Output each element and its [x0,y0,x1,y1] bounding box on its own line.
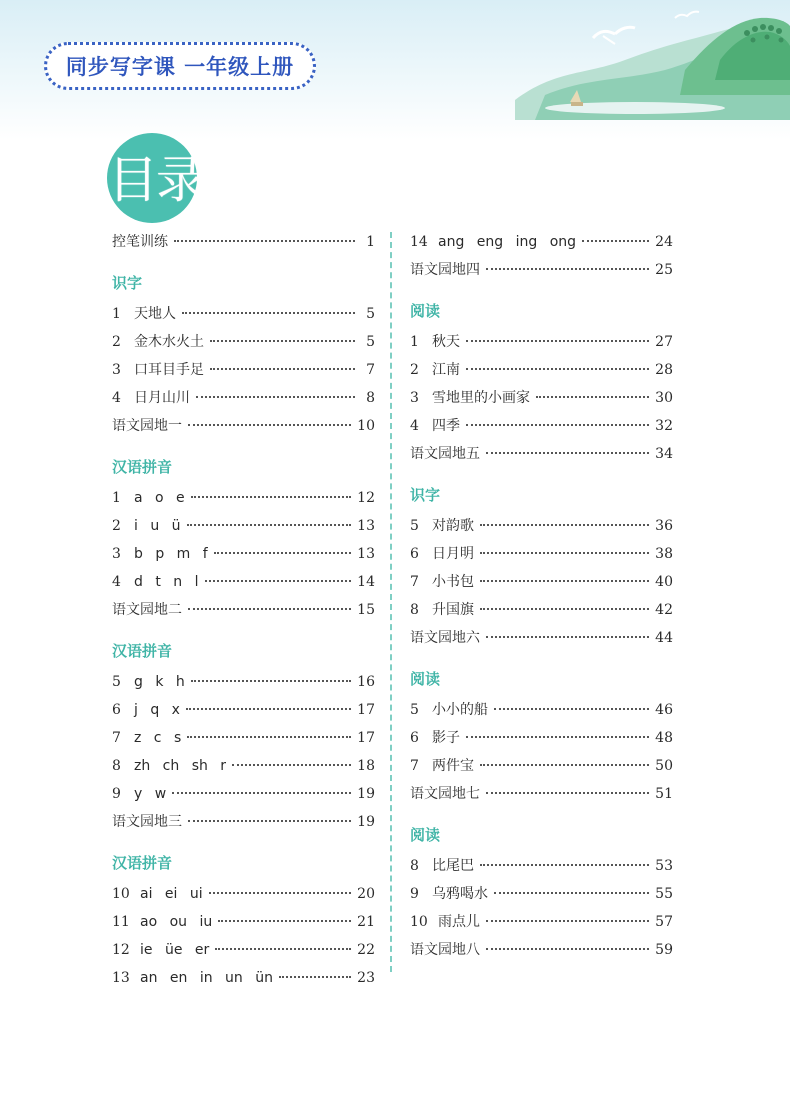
page-number: 25 [655,262,673,278]
entry-title: d t n l [134,574,199,590]
dot-leader [191,680,351,682]
toc-entry[interactable] [410,512,673,540]
entry-number: 3 [112,546,121,562]
entry-number: 11 [112,914,130,930]
toc-entry[interactable] [410,568,673,596]
dot-leader [486,792,649,794]
entry-title: 升国旗 [432,602,474,618]
dot-leader [182,312,355,314]
page-number: 27 [655,334,673,350]
section-heading: 识字 [112,274,143,292]
entry-number: 10 [112,886,130,902]
entry-number: 3 [410,390,419,406]
toc-entry[interactable] [112,780,375,808]
toc-entry[interactable] [410,256,673,284]
page-number: 14 [357,574,375,590]
entry-title: j q x [134,702,180,718]
entry-number: 4 [410,418,419,434]
entry-number: 7 [410,758,419,774]
entry-title: b p m f [134,546,208,562]
page-number: 12 [357,490,375,506]
section-heading: 阅读 [410,826,441,844]
dot-leader [486,452,649,454]
dot-leader [582,240,649,242]
entry-number: 9 [410,886,419,902]
page-number: 57 [655,914,673,930]
toc-entry[interactable] [112,696,375,724]
entry-number: 7 [410,574,419,590]
page-number: 50 [655,758,673,774]
entry-title: ie üe er [140,942,210,958]
entry-title: 语文园地八 [410,942,480,958]
toc-entry[interactable] [410,780,673,808]
book-banner [44,42,316,90]
page-number: 40 [655,574,673,590]
toc-entry[interactable] [112,880,375,908]
entry-title: a o e [134,490,185,506]
entry-number: 8 [410,602,419,618]
toc-entry[interactable] [112,356,375,384]
entry-title: i u ü [134,518,181,534]
dot-leader [205,580,352,582]
entry-number: 8 [112,758,121,774]
page-number: 36 [655,518,673,534]
dot-leader [279,976,351,978]
toc-right-column [410,228,673,964]
toc-entry[interactable] [410,752,673,780]
section-heading: 汉语拼音 [112,458,173,476]
entry-title: 小书包 [432,574,474,590]
entry-number: 1 [410,334,419,350]
toc-entry[interactable] [112,384,375,412]
page-number: 32 [655,418,673,434]
banner-text: 同步写字课 一年级上册 [65,55,295,79]
toc-entry[interactable] [410,908,673,936]
toc-entry[interactable] [112,228,375,256]
entry-title: 控笔训练 [112,234,168,250]
toc-entry[interactable] [112,752,375,780]
section-heading: 汉语拼音 [112,642,173,660]
page-number: 30 [655,390,673,406]
toc-entry[interactable] [112,596,375,624]
dot-leader [536,396,649,398]
toc-entry[interactable] [410,696,673,724]
toc-entry[interactable] [410,328,673,356]
page-number: 15 [357,602,375,618]
dot-leader [174,240,355,242]
page-number: 22 [357,942,375,958]
toc-entry[interactable] [112,300,375,328]
page-number: 42 [655,602,673,618]
entry-title: z c s [134,730,182,746]
entry-title: 四季 [432,418,460,434]
toc-entry[interactable] [112,412,375,440]
entry-title: 江南 [432,362,460,378]
toc-entry[interactable] [410,624,673,652]
toc-entry[interactable] [112,568,375,596]
toc-entry[interactable] [112,908,375,936]
dot-leader [209,892,352,894]
page-number: 44 [655,630,673,646]
dot-leader [191,496,352,498]
entry-title: 日月明 [432,546,474,562]
page-number: 17 [357,730,375,746]
entry-number: 4 [112,390,121,406]
entry-title: 小小的船 [432,702,488,718]
toc-entry[interactable] [410,880,673,908]
entry-title: y w [134,786,167,802]
entry-title: 比尾巴 [432,858,474,874]
page-number: 5 [366,334,375,350]
toc-entry[interactable] [112,512,375,540]
dot-leader [486,636,649,638]
entry-title: 日月山川 [134,390,190,406]
page-number: 21 [357,914,375,930]
column-divider [390,232,392,972]
dot-leader [486,268,649,270]
toc-entry[interactable] [410,412,673,440]
entry-number: 6 [410,546,419,562]
section-heading: 识字 [410,486,441,504]
section-heading: 汉语拼音 [112,854,173,872]
page-number: 55 [655,886,673,902]
toc-entry[interactable] [410,440,673,468]
page-number: 46 [655,702,673,718]
page-number: 48 [655,730,673,746]
page-number: 28 [655,362,673,378]
page-number: 20 [357,886,375,902]
entry-number: 10 [410,914,428,930]
page-number: 13 [357,546,375,562]
entry-number: 8 [410,858,419,874]
entry-title: 口耳目手足 [134,362,204,378]
page-number: 19 [357,814,375,830]
entry-title: 语文园地四 [410,262,480,278]
page-number: 23 [357,970,375,986]
entry-number: 12 [112,942,130,958]
entry-title: 两件宝 [432,758,474,774]
entry-number: 2 [112,334,121,350]
entry-number: 5 [410,702,419,718]
entry-title: g k h [134,674,185,690]
entry-title: 语文园地二 [112,602,182,618]
entry-title: 天地人 [134,306,176,322]
dot-leader [466,340,649,342]
page-number: 59 [655,942,673,958]
entry-number: 2 [410,362,419,378]
entry-number: 6 [410,730,419,746]
page-number: 19 [357,786,375,802]
entry-title: ai ei ui [140,886,203,902]
entry-title: 影子 [432,730,460,746]
toc-entry[interactable] [112,808,375,836]
entry-number: 9 [112,786,121,802]
entry-number: 1 [112,490,121,506]
section-heading: 阅读 [410,302,441,320]
page-number: 1 [366,234,375,250]
dot-leader [214,552,351,554]
dot-leader [232,764,351,766]
toc-entry[interactable] [112,668,375,696]
entry-number: 5 [410,518,419,534]
toc-entry[interactable] [112,540,375,568]
page-number: 38 [655,546,673,562]
entry-number: 14 [410,234,428,250]
page-number: 16 [357,674,375,690]
page-number: 10 [357,418,375,434]
entry-title: an en in un ün [140,970,273,986]
toc-entry[interactable] [112,484,375,512]
entry-number: 13 [112,970,130,986]
entry-number: 6 [112,702,121,718]
entry-title: zh ch sh r [134,758,227,774]
toc-left-column [112,228,375,992]
entry-number: 3 [112,362,121,378]
dot-leader [187,736,351,738]
entry-title: ao ou iu [140,914,213,930]
entry-title: 雪地里的小画家 [432,390,530,406]
dot-leader [188,820,351,822]
dot-leader [196,396,355,398]
dot-leader [466,368,649,370]
dot-leader [466,424,649,426]
page-number: 5 [366,306,375,322]
dot-leader [186,708,351,710]
dot-leader [188,424,351,426]
dot-leader [466,736,649,738]
page-number: 51 [655,786,673,802]
dot-leader [218,920,351,922]
dot-leader [210,340,355,342]
entry-number: 1 [112,306,121,322]
dot-leader [486,920,649,922]
toc-entry[interactable] [410,852,673,880]
entry-number: 4 [112,574,121,590]
dot-leader [480,552,649,554]
entry-number: 5 [112,674,121,690]
entry-title: 语文园地七 [410,786,480,802]
toc-entry[interactable] [410,596,673,624]
toc-entry[interactable] [112,328,375,356]
toc-entry[interactable] [410,384,673,412]
page-number: 18 [357,758,375,774]
dot-leader [210,368,355,370]
dot-leader [215,948,351,950]
dot-leader [480,580,649,582]
page-number: 8 [366,390,375,406]
entry-title: 语文园地六 [410,630,480,646]
entry-title: ang eng ing ong [438,234,577,250]
section-heading: 阅读 [410,670,441,688]
toc-entry[interactable] [112,936,375,964]
entry-title: 语文园地五 [410,446,480,462]
dot-leader [486,948,649,950]
entry-title: 对韵歌 [432,518,474,534]
dot-leader [494,708,649,710]
dot-leader [172,792,351,794]
dot-leader [480,864,649,866]
toc-entry[interactable] [410,936,673,964]
page-number: 24 [655,234,673,250]
entry-title: 金木水火土 [134,334,204,350]
dot-leader [187,524,352,526]
toc-entry[interactable] [410,724,673,752]
page-number: 53 [655,858,673,874]
dot-leader [494,892,649,894]
entry-title: 语文园地三 [112,814,182,830]
toc-entry[interactable] [410,356,673,384]
page-number: 34 [655,446,673,462]
page-number: 13 [357,518,375,534]
entry-title: 雨点儿 [438,914,480,930]
toc-entry[interactable] [112,724,375,752]
toc-entry[interactable] [410,228,673,256]
entry-number: 2 [112,518,121,534]
page-number: 7 [366,362,375,378]
dot-leader [480,608,649,610]
entry-number: 7 [112,730,121,746]
landscape-illustration [515,0,790,120]
entry-title: 秋天 [432,334,460,350]
dot-leader [480,764,649,766]
dot-leader [480,524,649,526]
toc-entry[interactable] [410,540,673,568]
page-number: 17 [357,702,375,718]
dot-leader [188,608,351,610]
toc-entry[interactable] [112,964,375,992]
entry-title: 乌鸦喝水 [432,886,488,902]
entry-title: 语文园地一 [112,418,182,434]
toc-title: 目录 [108,151,204,209]
